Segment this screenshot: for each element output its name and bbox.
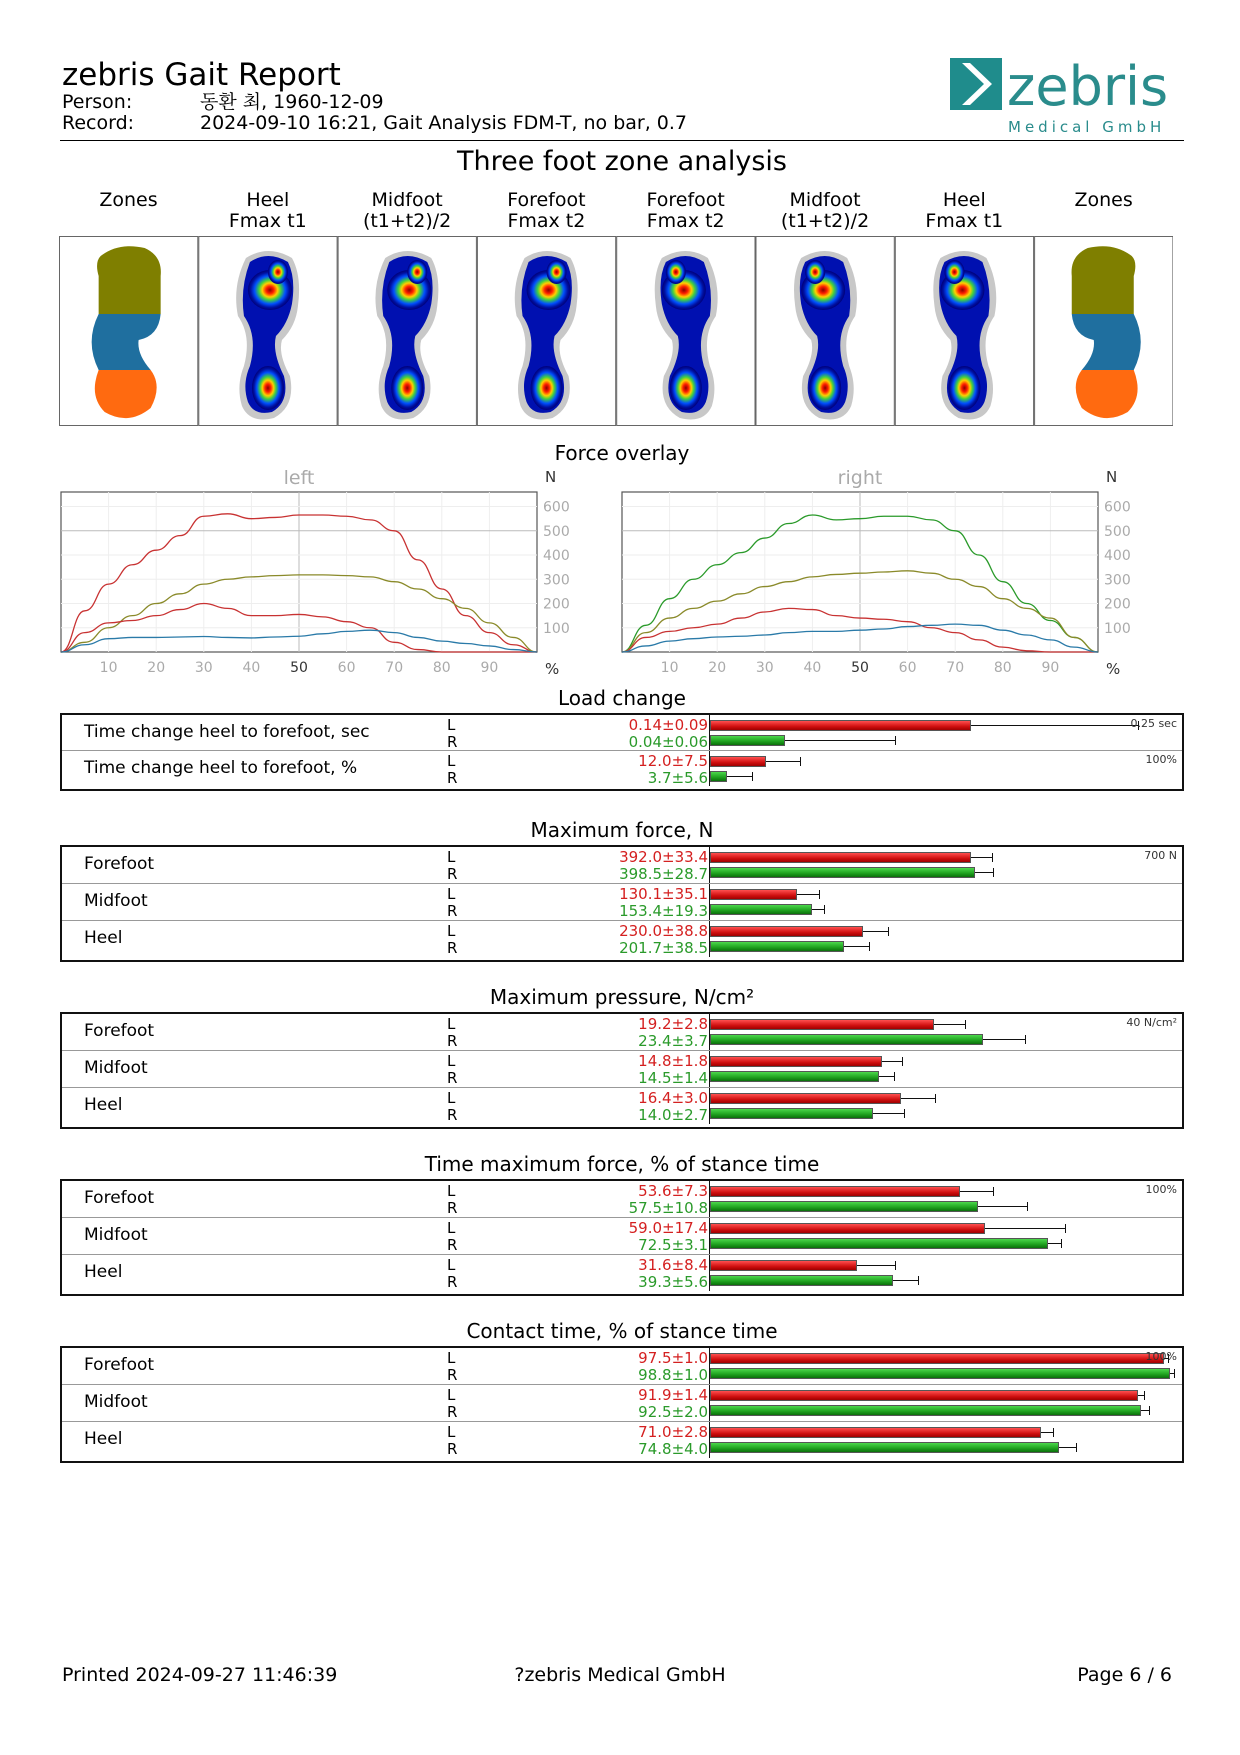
zone-row-label: Time change heel to forefoot, sec: [84, 721, 370, 742]
zone-row-label: Heel: [84, 927, 123, 948]
printed-timestamp: Printed 2024-09-27 11:46:39: [62, 1664, 338, 1686]
value-R: 153.4±19.3: [619, 902, 708, 921]
record-label: Record:: [62, 112, 135, 134]
zone-row-label: Time change heel to forefoot, %: [84, 757, 358, 778]
error-bar-R: [785, 740, 897, 741]
value-L: 19.2±2.8: [638, 1015, 708, 1033]
side-label-R: R: [447, 1069, 458, 1088]
table-title-3: Contact time, % of stance time: [466, 1319, 778, 1343]
bar-area: [709, 1051, 1183, 1087]
zone-header-6-line1: Heel: [942, 189, 986, 211]
force-xtick-1-8: 90: [1041, 660, 1060, 676]
force-xtick-1-5: 60: [898, 660, 917, 676]
bar-area: [709, 751, 1183, 786]
error-bar-R: [879, 1076, 895, 1077]
bar-area: [709, 1348, 1183, 1384]
error-bar-R: [983, 1039, 1026, 1040]
bar-R: [710, 1108, 873, 1119]
bar-L: [710, 1056, 882, 1067]
person-label: Person:: [62, 91, 133, 113]
bar-R: [710, 1405, 1141, 1416]
side-label-R: R: [447, 1366, 458, 1385]
force-xtick-1-2: 30: [755, 660, 774, 676]
force-ytick-1-2: 400: [1104, 548, 1131, 565]
side-label-R: R: [447, 938, 458, 957]
force-xtick-0-2: 30: [194, 660, 213, 676]
zone-row-label: Midfoot: [84, 1225, 148, 1246]
error-bar-L: [960, 1191, 994, 1192]
bar-R: [710, 1238, 1048, 1249]
bar-L: [710, 756, 766, 767]
bar-L: [710, 1427, 1041, 1438]
zone-row-label: Heel: [84, 1094, 123, 1115]
logo-text: zebris: [1007, 55, 1169, 118]
bar-table-2: [60, 1179, 1184, 1296]
bar-area: [709, 884, 1183, 920]
side-label-L: L: [447, 1349, 456, 1367]
load-change-title: Load change: [558, 686, 686, 710]
side-label-R: R: [447, 1032, 458, 1051]
side-label-R: R: [447, 902, 458, 921]
zone-row-0: [62, 1348, 1182, 1384]
bar-L: [710, 720, 971, 731]
value-R: 14.0±2.7: [638, 1105, 708, 1124]
side-label-R: R: [447, 1272, 458, 1291]
bar-area: [709, 1088, 1183, 1124]
zebris-logo: [950, 55, 1180, 137]
value-R: 92.5±2.0: [638, 1403, 708, 1422]
force-ytick-0-0: 600: [543, 499, 570, 516]
foot-pressure-row: [59, 236, 1173, 426]
value-R: 98.8±1.0: [638, 1366, 708, 1385]
zone-row-label: Midfoot: [84, 1058, 148, 1079]
value-R: 201.7±38.5: [619, 938, 708, 957]
zone-row-1: [62, 883, 1182, 920]
table-scale-1: 40 N/cm²: [1126, 1016, 1177, 1029]
bar-R: [710, 771, 727, 782]
side-label-R: R: [447, 1439, 458, 1458]
foot-pressure-images: [59, 236, 1173, 426]
force-xtick-0-0: 10: [99, 660, 118, 676]
zone-row-2: [62, 1087, 1182, 1124]
table-title-2: Time maximum force, % of stance time: [424, 1152, 820, 1176]
zone-row-label: Heel: [84, 1428, 123, 1449]
value-R: 57.5±10.8: [628, 1199, 708, 1218]
bar-L: [710, 1390, 1138, 1401]
side-label-L: L: [447, 1015, 456, 1033]
force-xtick-1-7: 80: [993, 660, 1012, 676]
zone-header-1-line1: Heel: [246, 189, 290, 211]
side-label-L: L: [447, 1052, 456, 1071]
side-label-L: L: [447, 1182, 456, 1200]
zone-header-6-line2: Fmax t1: [925, 210, 1004, 232]
table-scale-0: 700 N: [1144, 849, 1177, 862]
force-ytick-0-1: 500: [543, 523, 570, 540]
value-L: 130.1±35.1: [619, 885, 708, 904]
zones-foot-left: [92, 246, 161, 418]
value-L: 31.6±8.4: [638, 1255, 708, 1274]
bar-L: [710, 1260, 857, 1271]
zone-analysis-title: Three foot zone analysis: [457, 146, 787, 177]
zone-row-2: [62, 1254, 1182, 1291]
side-label-L: L: [447, 1088, 456, 1107]
side-label-L: L: [447, 716, 456, 734]
bar-area: [709, 1422, 1183, 1458]
person-value: 동환 최, 1960-12-09: [200, 91, 384, 113]
bar-R: [710, 941, 844, 952]
side-label-L: L: [447, 752, 456, 770]
force-unit-y-0: N: [545, 468, 557, 486]
zone-header-7-line1: Zones: [1074, 189, 1133, 211]
bar-area: [709, 921, 1183, 957]
force-ytick-1-0: 600: [1104, 499, 1131, 516]
zone-header-2-line2: (t1+t2)/2: [362, 210, 452, 232]
force-chart-label-1: right: [837, 467, 883, 489]
force-ytick-0-3: 300: [543, 572, 570, 589]
logo-subtext: Medical GmbH: [1008, 118, 1166, 136]
bar-R: [710, 867, 975, 878]
zone-header-2-line1: Midfoot: [371, 189, 443, 211]
bar-L: [710, 1019, 934, 1030]
side-label-R: R: [447, 768, 458, 787]
zone-row-2: [62, 1421, 1182, 1458]
error-bar-L: [1138, 1395, 1145, 1396]
force-xtick-1-1: 20: [708, 660, 727, 676]
value-L: 0.14±0.09: [628, 716, 708, 734]
load-scale-pct: 100%: [1145, 753, 1177, 766]
force-xtick-0-4: 50: [290, 660, 308, 676]
force-ytick-1-4: 200: [1104, 596, 1131, 613]
bar-R: [710, 1071, 879, 1082]
side-label-R: R: [447, 1236, 458, 1255]
zone-row-2: [62, 920, 1182, 957]
bar-L: [710, 1353, 1164, 1364]
force-ytick-0-5: 100: [543, 620, 570, 637]
bar-R: [710, 1442, 1059, 1453]
side-label-L: L: [447, 921, 456, 940]
force-xtick-0-1: 20: [147, 660, 166, 676]
header-divider: [60, 140, 1184, 141]
bar-L: [710, 926, 863, 937]
person-row: [62, 92, 384, 113]
force-unit-y-1: N: [1106, 468, 1118, 486]
side-label-R: R: [447, 865, 458, 884]
zones-foot-right: [1072, 246, 1141, 418]
bar-area: [709, 1255, 1183, 1291]
zone-row-label: Midfoot: [84, 891, 148, 912]
error-bar-R: [978, 1206, 1028, 1207]
force-xtick-0-7: 80: [432, 660, 451, 676]
zone-row-label: Forefoot: [84, 1188, 155, 1209]
value-L: 392.0±33.4: [619, 848, 708, 866]
force-xtick-1-0: 10: [660, 660, 679, 676]
force-ytick-1-5: 100: [1104, 620, 1131, 637]
force-ytick-0-4: 200: [543, 596, 570, 613]
error-bar-R: [844, 946, 870, 947]
table-title-0: Maximum force, N: [530, 818, 714, 842]
error-bar-L: [1041, 1432, 1054, 1433]
error-bar-L: [971, 725, 1139, 726]
value-R: 3.7±5.6: [647, 768, 708, 787]
side-label-L: L: [447, 1386, 456, 1405]
error-bar-L: [857, 1265, 896, 1266]
error-bar-R: [1048, 1243, 1062, 1244]
value-R: 14.5±1.4: [638, 1069, 708, 1088]
value-L: 59.0±17.4: [628, 1219, 708, 1238]
bar-L: [710, 1186, 960, 1197]
bar-R: [710, 1275, 893, 1286]
bar-L: [710, 889, 797, 900]
value-R: 74.8±4.0: [638, 1439, 708, 1458]
bar-area: [709, 715, 1183, 750]
zone-row-0: [62, 1181, 1182, 1217]
bar-R: [710, 904, 812, 915]
bar-R: [710, 1368, 1170, 1379]
zone-header-3-line1: Forefoot: [507, 189, 586, 211]
zone-row-1: [62, 1050, 1182, 1087]
bar-area: [709, 1218, 1183, 1254]
error-bar-R: [975, 872, 994, 873]
side-label-L: L: [447, 1255, 456, 1274]
force-xtick-0-6: 70: [385, 660, 404, 676]
table-title-1: Maximum pressure, N/cm²: [489, 985, 755, 1009]
zone-row-1: [62, 750, 1182, 786]
value-R: 398.5±28.7: [619, 865, 708, 884]
force-xtick-0-3: 40: [242, 660, 261, 676]
bar-R: [710, 1034, 983, 1045]
force-overlay-title: Force overlay: [554, 441, 690, 465]
bar-L: [710, 1223, 985, 1234]
bar-table-0: [60, 845, 1184, 962]
error-bar-L: [971, 857, 993, 858]
bar-area: [709, 847, 1183, 883]
zone-row-0: [62, 847, 1182, 883]
zone-header-0-line1: Zones: [99, 189, 158, 211]
force-chart-label-0: left: [283, 467, 315, 489]
zone-row-label: Midfoot: [84, 1392, 148, 1413]
error-bar-L: [985, 1228, 1066, 1229]
zone-header-1-line2: Fmax t1: [228, 210, 307, 232]
zone-row-0: [62, 1014, 1182, 1050]
zone-row-1: [62, 1384, 1182, 1421]
force-xtick-1-6: 70: [946, 660, 965, 676]
value-L: 16.4±3.0: [638, 1088, 708, 1107]
zone-header-4-line2: Fmax t2: [646, 210, 725, 232]
bar-table-3: [60, 1346, 1184, 1463]
value-L: 71.0±2.8: [638, 1422, 708, 1441]
error-bar-L: [882, 1061, 903, 1062]
bar-L: [710, 1093, 901, 1104]
side-label-L: L: [447, 1422, 456, 1441]
page-number: Page 6 / 6: [1077, 1664, 1172, 1686]
error-bar-L: [797, 894, 820, 895]
error-bar-R: [1170, 1373, 1175, 1374]
record-value: 2024-09-10 16:21, Gait Analysis FDM-T, no bar, 0.7: [200, 112, 688, 134]
error-bar-R: [893, 1280, 919, 1281]
error-bar-L: [901, 1098, 936, 1099]
table-scale-2: 100%: [1145, 1183, 1177, 1196]
side-label-L: L: [447, 885, 456, 904]
zone-header-3-line2: Fmax t2: [507, 210, 586, 232]
bar-L: [710, 852, 971, 863]
zone-row-label: Forefoot: [84, 1021, 155, 1042]
value-L: 53.6±7.3: [638, 1182, 708, 1200]
load-scale-sec: 0.25 sec: [1130, 717, 1177, 730]
force-ytick-1-1: 500: [1104, 523, 1131, 540]
error-bar-R: [1141, 1410, 1150, 1411]
force-xtick-0-5: 60: [337, 660, 356, 676]
side-label-R: R: [447, 1199, 458, 1218]
value-L: 91.9±1.4: [638, 1386, 708, 1405]
footer-company: ?zebris Medical GmbH: [514, 1664, 726, 1686]
error-bar-R: [873, 1113, 904, 1114]
force-overlay-charts: [55, 462, 1185, 677]
zone-row-label: Forefoot: [84, 854, 155, 875]
zone-header-4-line1: Forefoot: [646, 189, 725, 211]
value-L: 14.8±1.8: [638, 1052, 708, 1071]
force-unit-x-0: %: [545, 660, 560, 677]
value-R: 39.3±5.6: [638, 1272, 708, 1291]
report-title: zebris Gait Report: [62, 57, 341, 93]
load-change-table: [60, 713, 1184, 791]
zone-row-label: Forefoot: [84, 1355, 155, 1376]
bar-area: [709, 1385, 1183, 1421]
bar-table-1: [60, 1012, 1184, 1129]
force-xtick-1-3: 40: [803, 660, 822, 676]
error-bar-L: [863, 931, 889, 932]
value-L: 97.5±1.0: [638, 1349, 708, 1367]
zone-row-1: [62, 1217, 1182, 1254]
bar-area: [709, 1014, 1183, 1050]
record-row: [62, 113, 687, 134]
side-label-R: R: [447, 732, 458, 751]
error-bar-L: [766, 761, 801, 762]
zone-header-5-line1: Midfoot: [789, 189, 861, 211]
force-xtick-0-8: 90: [480, 660, 499, 676]
force-ytick-1-3: 300: [1104, 572, 1131, 589]
side-label-L: L: [447, 848, 456, 866]
value-L: 230.0±38.8: [619, 921, 708, 940]
side-label-R: R: [447, 1105, 458, 1124]
error-bar-R: [727, 776, 753, 777]
zone-row-label: Heel: [84, 1261, 123, 1282]
error-bar-R: [812, 909, 825, 910]
error-bar-L: [934, 1024, 967, 1025]
side-label-R: R: [447, 1403, 458, 1422]
force-xtick-1-4: 50: [851, 660, 869, 676]
force-ytick-0-2: 400: [543, 548, 570, 565]
table-scale-3: 100%: [1145, 1350, 1177, 1363]
value-L: 12.0±7.5: [638, 752, 708, 770]
zone-row-0: [62, 715, 1182, 750]
value-R: 23.4±3.7: [638, 1032, 708, 1051]
value-R: 72.5±3.1: [638, 1236, 708, 1255]
force-unit-x-1: %: [1106, 660, 1121, 677]
zone-header-5-line2: (t1+t2)/2: [780, 210, 870, 232]
bar-R: [710, 735, 785, 746]
bar-R: [710, 1201, 978, 1212]
value-R: 0.04±0.06: [628, 732, 708, 751]
error-bar-R: [1059, 1447, 1078, 1448]
bar-area: [709, 1181, 1183, 1217]
side-label-L: L: [447, 1219, 456, 1238]
